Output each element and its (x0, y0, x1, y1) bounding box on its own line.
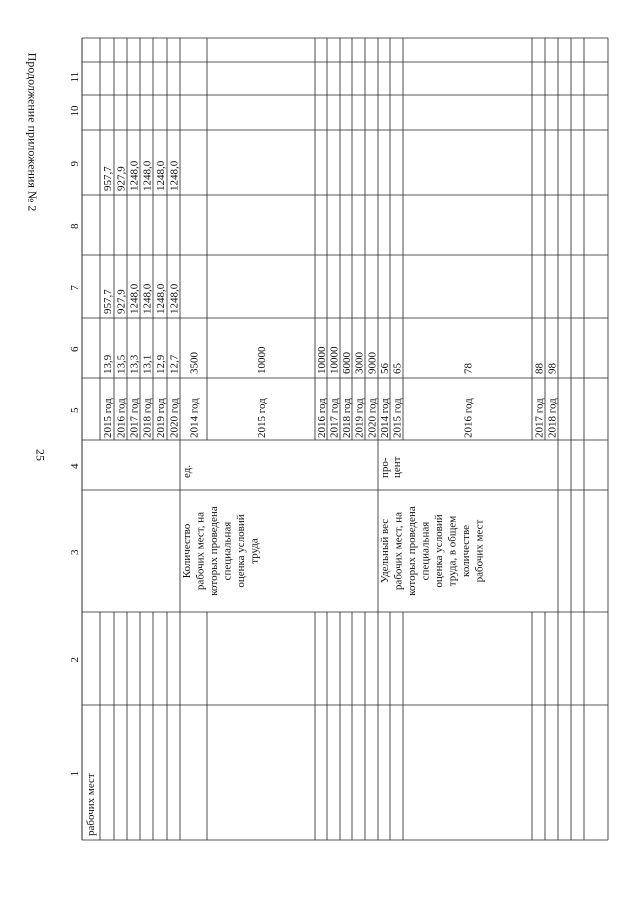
cell-value: 10000 (328, 346, 341, 374)
cell-total-funding: 1248,0 (168, 283, 181, 314)
cell-indicator-text: специальная (419, 521, 432, 581)
page-number: 25 (33, 449, 48, 461)
cell-year: 2018 год (546, 398, 559, 438)
cell-indicator-text: Удельный вес (379, 518, 391, 584)
cell-indicator-text: рабочих мест, на (194, 511, 207, 591)
cell-total-funding: 1248,0 (141, 283, 154, 314)
cell-indicator-text: Количество (181, 523, 193, 579)
cell-budget-funding: 1248,0 (141, 160, 154, 191)
cell-year: 2018 год (341, 398, 353, 438)
cell-indicator-text: которых проведена (406, 506, 418, 596)
cell-year: 2020 год (366, 398, 379, 438)
cell-total-funding: 1248,0 (155, 283, 167, 314)
cell-total-funding: 927,9 (115, 289, 128, 314)
column-number-label: 8 (69, 223, 81, 229)
cell-year: 2016 год (462, 398, 475, 438)
cell-year: 2016 год (115, 398, 128, 438)
cell-indicator-text: специальная (221, 521, 234, 581)
cell-budget-funding: 957,7 (102, 166, 114, 191)
column-number-label: 3 (69, 549, 81, 555)
cell-year: 2017 год (533, 398, 546, 438)
table-text (69, 72, 559, 836)
cell-value: 13,9 (102, 354, 114, 374)
column-number-label: 2 (69, 657, 81, 663)
cell-year: 2014 год (379, 398, 391, 438)
cell-indicator-text: рабочих мест (473, 519, 486, 583)
cell-total-funding: 957,7 (102, 289, 114, 314)
cell-value: 9000 (366, 352, 379, 374)
cell-indicator-text: оценка условий (235, 514, 247, 588)
cell-year: 2017 год (128, 398, 141, 438)
cell-indicator-text: рабочих мест, на (392, 511, 405, 591)
cell-indicator-text: количестве (460, 525, 472, 577)
cell-year: 2014 год (188, 398, 201, 438)
column-number-label: 11 (69, 71, 81, 83)
cell-value: 6000 (341, 352, 353, 374)
column-number-label: 7 (69, 285, 81, 291)
column-number-label: 9 (69, 161, 81, 167)
cell-value: 12,9 (155, 354, 167, 374)
cell-year: 2015 год (256, 398, 268, 438)
cell-value: 10000 (256, 346, 268, 374)
column-number-label: 1 (69, 771, 81, 777)
cell-year: 2020 год (168, 398, 181, 438)
column-number-label: 4 (69, 463, 81, 469)
cell-value: 12,7 (168, 354, 181, 374)
cell-budget-funding: 1248,0 (168, 160, 181, 191)
cell-indicator-text: оценка условий (433, 514, 445, 588)
cell-budget-funding: 1248,0 (155, 160, 167, 191)
cell-value: 13,5 (115, 354, 128, 374)
cell-value: 13,1 (141, 354, 154, 374)
cell-value: 56 (379, 363, 391, 374)
cell-unit-text: цент (391, 456, 403, 478)
cell-year: 2017 год (328, 398, 341, 438)
cell-value: 98 (546, 363, 559, 374)
cell-value: 3000 (353, 352, 366, 374)
table-grid (82, 38, 608, 840)
cell-unit-text: ед. (181, 464, 193, 478)
column-number-label: 5 (69, 407, 81, 413)
cell-value: 65 (391, 363, 404, 374)
cell-indicator-text: которых проведена (208, 506, 220, 596)
appendix-continuation-note: Продолжение приложения № 2 (25, 52, 40, 212)
cell-year: 2018 год (141, 398, 154, 438)
column-number-label: 10 (69, 105, 81, 117)
cell-budget-funding: 927,9 (115, 166, 128, 191)
cell-indicator-text: труда (248, 538, 261, 564)
cell-budget-funding: 1248,0 (128, 160, 141, 191)
cell-year: 2019 год (155, 398, 167, 438)
cell-unit-text: про- (379, 457, 391, 478)
cell-value: 78 (462, 363, 475, 374)
cell-value: 13,3 (128, 354, 141, 374)
cell-year: 2019 год (353, 398, 366, 438)
cell-value: 88 (533, 363, 546, 374)
cell-year: 2015 год (391, 398, 404, 438)
cell-year: 2015 год (102, 398, 114, 438)
cell-value: 10000 (316, 346, 328, 374)
column-number-label: 6 (69, 346, 81, 352)
cell-total-funding: 1248,0 (128, 283, 141, 314)
cell-value: 3500 (188, 352, 201, 374)
cell-year: 2016 год (316, 398, 328, 438)
cell-indicator-name: рабочих мест (85, 773, 97, 836)
cell-indicator-text: труда, в общем (446, 515, 459, 587)
